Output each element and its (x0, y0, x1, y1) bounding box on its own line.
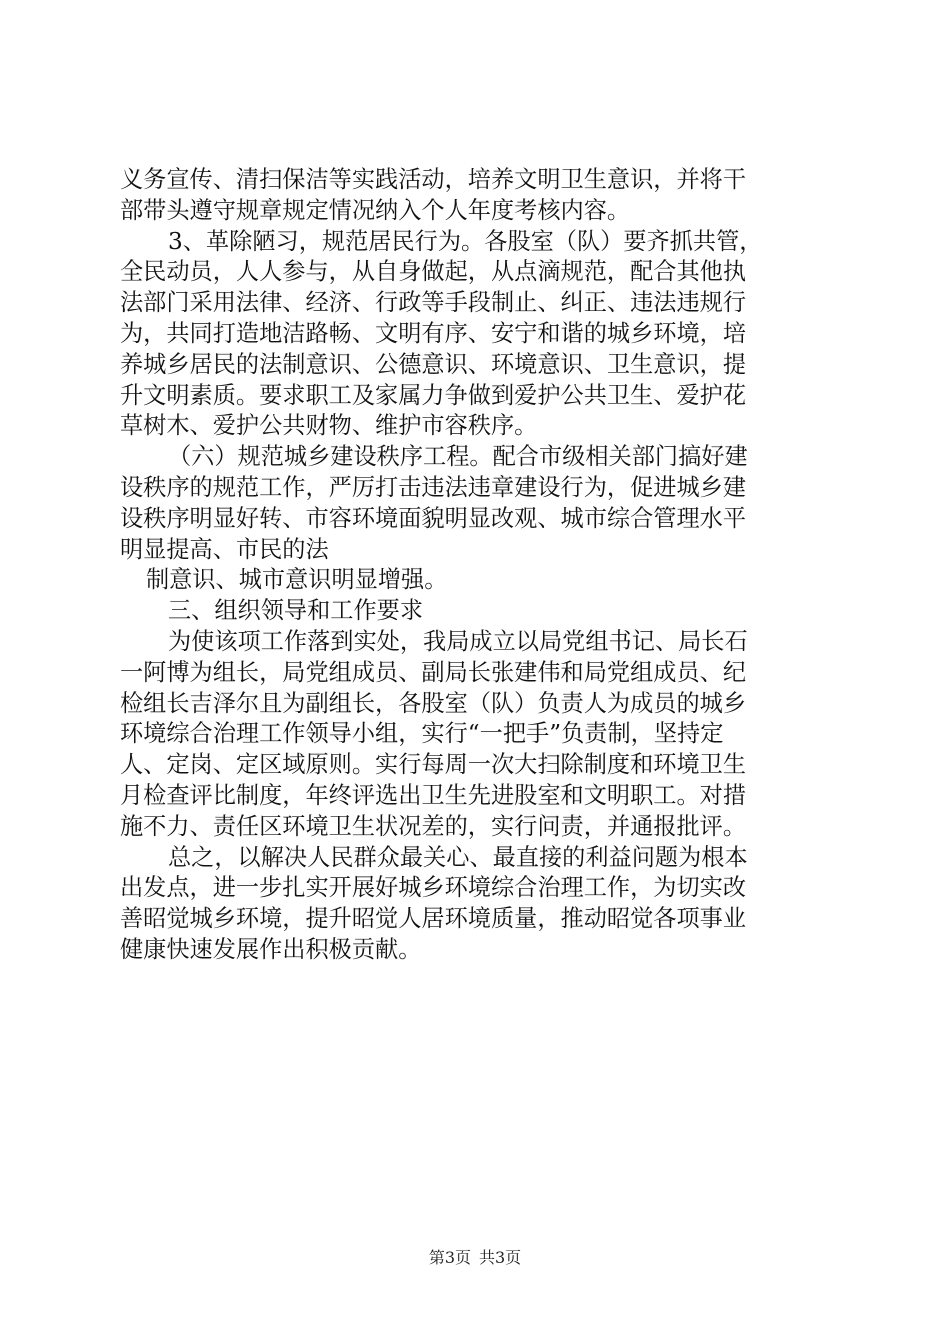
text-line: 健康快速发展作出积极贡献。 (120, 935, 422, 963)
paragraph-start-line: （六）规范城乡建设秩序工程。配合市级相关部门搞好建 (168, 443, 748, 471)
document-body (120, 165, 835, 966)
text-line: 部带头遵守规章规定情况纳入个人年度考核内容。 (120, 196, 631, 224)
text-line: 月检查评比制度，年终评选出卫生先进股室和文明职工。对措 (120, 781, 747, 809)
text-line: 全民动员，人人参与，从自身做起，从点滴规范，配合其他执 (120, 258, 747, 286)
text-line: 升文明素质。要求职工及家属力争做到爱护公共卫生、爱护花 (120, 381, 747, 409)
text-line: 检组长吉泽尔且为副组长，各股室（队）负责人为成员的城乡 (120, 689, 747, 717)
text-line: 人、定岗、定区域原则。实行每周一次大扫除制度和环境卫生 (120, 751, 747, 779)
text-line: 法部门采用法律、经济、行政等手段制止、纠正、违法违规行 (120, 289, 747, 317)
page-total: 共3页 (479, 1248, 522, 1267)
paragraph-start-line: 总之，以解决人民群众最关心、最直接的利益问题为根本 (168, 843, 748, 871)
text-line: 草树木、爱护公共财物、维护市容秩序。 (120, 412, 538, 440)
paragraph-start-line: 3、革除陋习，规范居民行为。各股室（队）要齐抓共管， (168, 227, 763, 255)
page-number: 第3页 (428, 1248, 471, 1267)
page-footer (0, 1248, 950, 1268)
text-line: 明显提高、市民的法 (120, 535, 329, 563)
text-line: 设秩序的规范工作，严厉打击违法违章建设行为，促进城乡建 (120, 473, 747, 501)
text-line: 为，共同打造地洁路畅、文明有序、安宁和谐的城乡环境，培 (120, 319, 747, 347)
text-line: 一阿博为组长，局党组成员、副局长张建伟和局党组成员、纪 (120, 658, 747, 686)
paragraph-start-line: 为使该项工作落到实处，我局成立以局党组书记、局长石 (168, 627, 748, 655)
text-line: 制意识、城市意识明显增强。 (146, 566, 448, 594)
text-line: 出发点，进一步扎实开展好城乡环境综合治理工作，为切实改 (120, 874, 747, 902)
text-line: 设秩序明显好转、市容环境面貌明显改观、城市综合管理水平 (120, 504, 747, 532)
text-line: 环境综合治理工作领导小组，实行“一把手”负责制，坚持定 (120, 720, 724, 748)
text-line: 施不力、责任区环境卫生状况差的，实行问责，并通报批评。 (120, 812, 747, 840)
text-line: 义务宣传、清扫保洁等实践活动，培养文明卫生意识，并将干 (120, 166, 747, 193)
section-heading: 三、组织领导和工作要求 (168, 597, 424, 625)
text-line: 善昭觉城乡环境，提升昭觉人居环境质量，推动昭觉各项事业 (120, 905, 747, 933)
text-line: 养城乡居民的法制意识、公德意识、环境意识、卫生意识，提 (120, 350, 747, 378)
